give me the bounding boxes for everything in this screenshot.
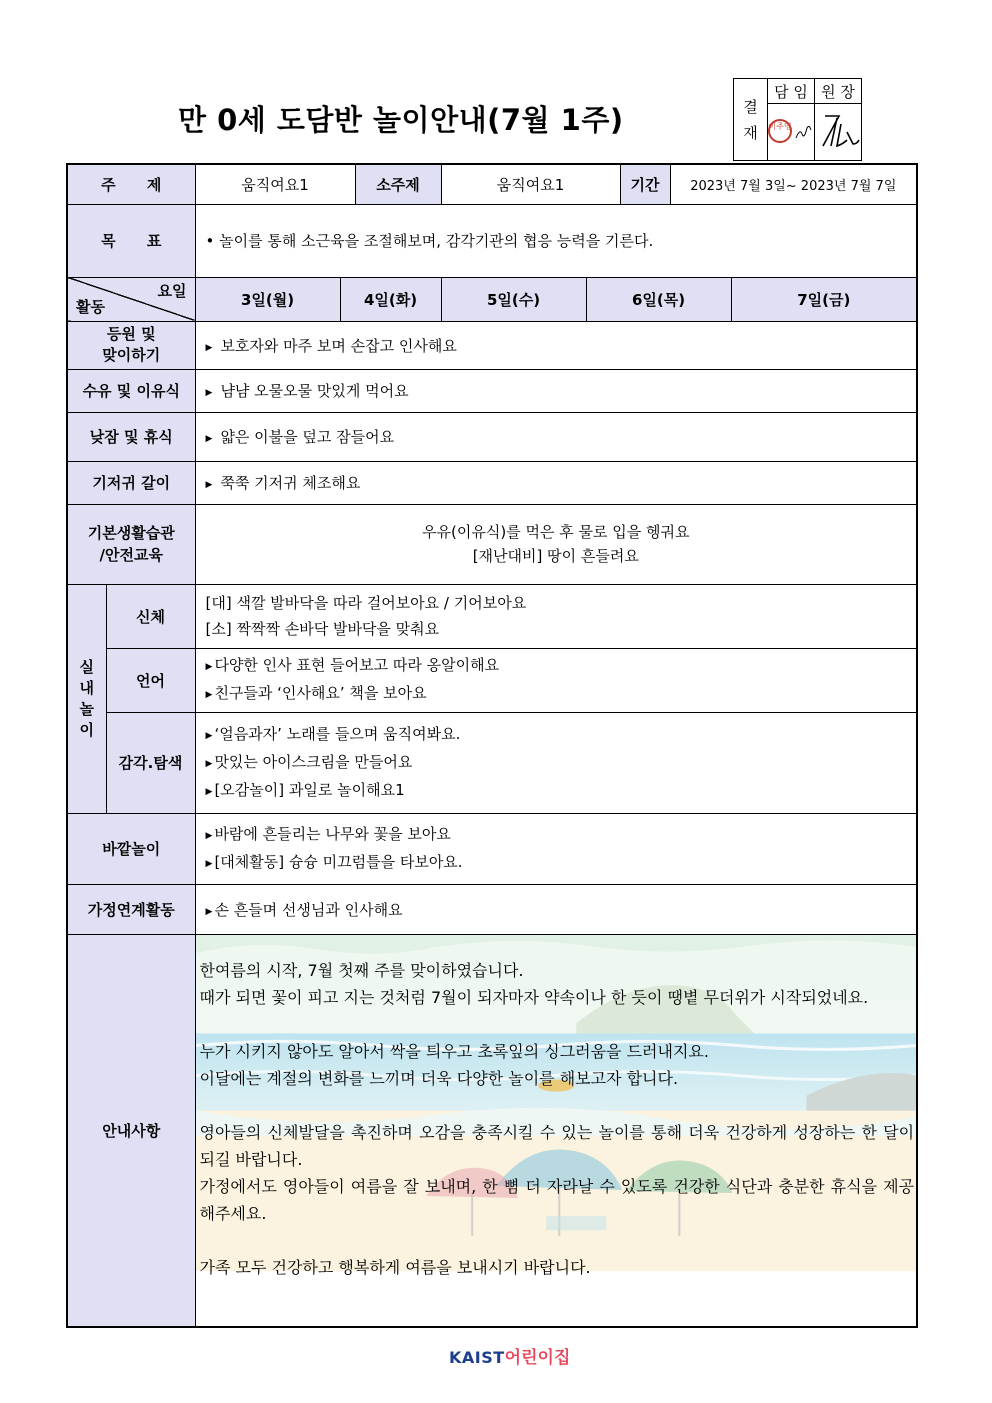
notice-paragraph: 이달에는 계절의 변화를 느끼며 더욱 다양한 놀이를 해보고자 합니다. — [199, 1068, 679, 1088]
habits-label: 기본생활습관 /안전교육 — [67, 504, 195, 584]
notice-label: 안내사항 — [67, 934, 195, 1327]
triangle-bullet-icon: ▶ — [205, 662, 213, 672]
notice-paragraph: 때가 되면 꽃이 피고 지는 것처럼 7월이 되자마자 약속이나 한 듯이 땡볕 무더위가 시작되었네요. — [199, 987, 869, 1007]
triangle-bullet-icon: ▶ — [205, 830, 213, 841]
nap-label: 낮잠 및 휴식 — [67, 412, 195, 461]
goal-text: • 놀이를 통해 소근육을 조절해보며, 감각기관의 협응 능력을 기른다. — [195, 204, 917, 277]
body-play-item: [대] 색깔 발바닥을 따라 걸어보아요 / 기어보아요 — [205, 594, 527, 612]
arrival-text: 보호자와 마주 보며 손잡고 인사해요 — [220, 336, 457, 355]
day-header: 5일(수) — [441, 277, 586, 321]
indoor-play-label: 실 내 놀 이 — [67, 584, 106, 813]
notice-paragraph: 가족 모두 건강하고 행복하게 여름을 보내시기 바랍니다. — [199, 1257, 591, 1277]
notice-paragraph: 가정에서도 영아들이 여름을 잘 보내며, 한 뼘 더 자라날 수 있도록 건강한 식단과 충분한 휴식을 제공해주세요. — [199, 1176, 915, 1223]
feeding-text: 냠냠 오물오물 맛있게 먹어요 — [220, 382, 409, 400]
body-play-item: [소] 짝짝짝 손바닥 발바닥을 맞춰요 — [205, 620, 440, 638]
sensory-play-item: ‘얼음과자’ 노래를 들으며 움직여봐요. — [214, 724, 461, 743]
stamp-line-1: 이주영 — [768, 122, 792, 131]
triangle-bullet-icon: ▶ — [205, 434, 213, 444]
diaper-text: 쭉쭉 기저귀 체조해요 — [220, 474, 361, 492]
triangle-bullet-icon: ▶ — [205, 758, 213, 769]
notice-cell — [195, 934, 917, 1327]
triangle-bullet-icon: ▶ — [205, 786, 213, 797]
home-link-text: 손 흔들며 선생님과 인사해요 — [214, 900, 403, 919]
stamp-and-signature — [768, 104, 814, 156]
approval-teacher-header: 담 임 — [768, 79, 815, 104]
triangle-bullet-icon: ▶ — [205, 480, 213, 490]
outdoor-play-item: [대체활동] 슝슝 미끄럼틀을 타보아요. — [214, 852, 463, 871]
triangle-bullet-icon: ▶ — [205, 690, 213, 700]
language-play-item: 친구들과 ‘인사해요’ 책을 보아요 — [214, 684, 427, 702]
day-header: 3일(월) — [195, 277, 340, 321]
subtheme-label: 소주제 — [355, 164, 441, 204]
feeding-label: 수유 및 이유식 — [67, 369, 195, 412]
triangle-bullet-icon: ▶ — [205, 388, 213, 398]
outdoor-play-item: 바람에 흔들리는 나무와 꽃을 보아요 — [214, 824, 451, 843]
triangle-bullet-icon: ▶ — [205, 858, 213, 869]
habits-line-1: 우유(이유식)를 먹은 후 물로 입을 헹궈요 — [422, 523, 690, 541]
day-activity-corner — [67, 277, 195, 321]
day-header: 7일(금) — [731, 277, 917, 321]
triangle-bullet-icon: ▶ — [205, 730, 213, 741]
approval-director-header: 원 장 — [815, 79, 862, 104]
plan-table — [66, 163, 918, 1328]
approval-teacher-sign — [768, 104, 815, 161]
day-header: 6일(목) — [586, 277, 731, 321]
diaper-label: 기저귀 갈이 — [67, 461, 195, 504]
nap-text: 얇은 이불을 덮고 잠들어요 — [220, 428, 395, 446]
day-header: 4일(화) — [340, 277, 441, 321]
goal-label: 목 표 — [67, 204, 195, 277]
approval-box — [733, 78, 862, 161]
corner-activity-label: 활동 — [76, 297, 105, 316]
triangle-bullet-icon: ▶ — [205, 342, 213, 353]
body-play-label: 신체 — [106, 584, 195, 648]
sensory-play-label: 감각.탐색 — [106, 712, 195, 813]
notice-paragraph: 누가 시키지 않아도 알아서 싹을 틔우고 초록잎의 싱그러움을 드러내지요. — [199, 1041, 709, 1061]
notice-paragraph: 한여름의 시작, 7월 첫째 주를 맞이하였습니다. — [199, 960, 524, 980]
corner-day-label: 요일 — [157, 281, 187, 300]
habits-line-2: [재난대비] 땅이 흔들려요 — [472, 547, 639, 565]
approval-label: 결 재 — [734, 79, 768, 161]
outdoor-play-label: 바깥놀이 — [67, 813, 195, 884]
language-play-item: 다양한 인사 표현 들어보고 따라 옹알이해요 — [214, 656, 500, 674]
period-value: 2023년 7월 3일~ 2023년 7월 7일 — [670, 164, 917, 204]
theme-label: 주 제 — [67, 164, 195, 204]
approval-director-sign — [815, 104, 862, 161]
triangle-bullet-icon: ▶ — [205, 906, 213, 917]
period-label: 기간 — [620, 164, 670, 204]
logo-name: 어린이집 — [504, 1348, 571, 1368]
page-title: 만 0세 도담반 놀이안내(7월 1주) — [178, 103, 624, 137]
language-play-label: 언어 — [106, 648, 195, 712]
subtheme-value: 움직여요1 — [441, 164, 620, 204]
kaist-daycare-logo — [449, 1343, 570, 1368]
arrival-label: 등원 및 맞이하기 — [67, 321, 195, 369]
sensory-play-item: 맛있는 아이스크림을 만들어요 — [214, 752, 413, 771]
logo-brand: KAIST — [449, 1348, 505, 1367]
theme-value: 움직여요1 — [195, 164, 355, 204]
director-signature — [815, 104, 861, 156]
sensory-play-item: [오감놀이] 과일로 놀이해요1 — [214, 780, 405, 799]
notice-paragraph: 영아들의 신체발달을 촉진하며 오감을 충족시킬 수 있는 놀이를 통해 더욱 건강하게 성장하는 한 달이 되길 바랍니다. — [199, 1122, 915, 1169]
home-link-label: 가정연계활동 — [67, 884, 195, 934]
